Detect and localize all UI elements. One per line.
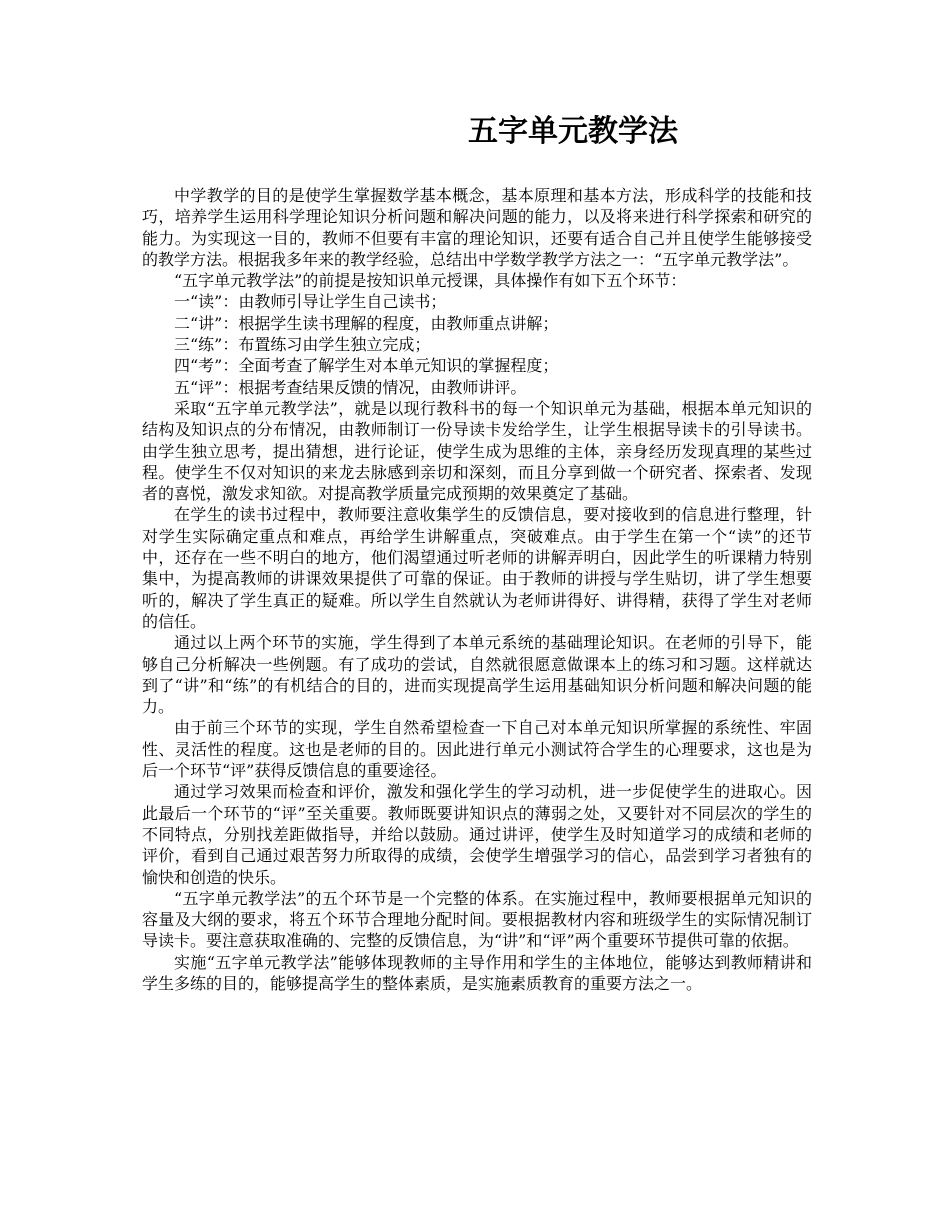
step-explain: 二“讲”：根据学生读书理解的程度，由教师重点讲解；	[174, 313, 559, 333]
paragraph-two-stages: 通过以上两个环节的实施，学生得到了本单元系统的基础理论知识。在老师的引导下，能够自己分析解决一些例题。有了成功的尝试，自然就很愿意做课本上的练习和习题。这样就达到了“讲”和“练”的有机结合的目的，进而实现提高学生运用基础知识分析问题和解决问题的能力。	[142, 633, 812, 717]
document-body	[142, 185, 812, 994]
paragraph-adoption: 采取“五字单元教学法”，就是以现行教科书的每一个知识单元为基础，根据本单元知识的结构及知识点的分布情况，由教师制订一份导读卡发给学生，让学生根据导读卡的引导读书。由学生独立思考，提出猜想，进行论证，使学生成为思维的主体，亲身经历发现真理的某些过程。使学生不仅对知识的来龙去脉感到亲切和深刻，而且分享到做一个研究者、探索者、发现者的喜悦，激发求知欲。对提高教学质量完成预期的效果奠定了基础。	[142, 398, 812, 504]
paragraph-reading-process: 在学生的读书过程中，教师要注意收集学生的反馈信息，要对接收到的信息进行整理，针对学生实际确定重点和难点，再给学生讲解重点，突破难点。由于学生在第一个“读”的还节中，还存在一些不明白的地方，他们渴望通过听老师的讲解弄明白，因此学生的听课精力特别集中，为提高教师的讲课效果提供了可靠的保证。由于教师的讲授与学生贴切，讲了学生想要听的，解决了学生真正的疑难。所以学生自然就认为老师讲得好、讲得精，获得了学生对老师的信任。	[142, 505, 812, 631]
step-read: 一“读”：由教师引导让学生自己读书；	[174, 292, 447, 312]
paragraph-testing: 由于前三个环节的实现，学生自然希望检查一下自己对本单元知识所掌握的系统性、牢固性、灵活性的程度。这也是老师的目的。因此进行单元小测试符合学生的心理要求，这也是为后一个环节“评”获得反馈信息的重要途径。	[142, 718, 812, 781]
paragraph-premise: “五字单元教学法”的前提是按知识单元授课，具体操作有如下五个环节：	[174, 271, 687, 291]
paragraph-evaluation: 通过学习效果而检查和评价，激发和强化学生的学习动机，进一步促使学生的进取心。因此最后一个环节的“评”至关重要。教师既要讲知识点的薄弱之处，又要针对不同层次的学生的不同特点，分别找差距做指导，并给以鼓励。通过讲评，使学生及时知道学习的成绩和老师的评价，看到自己通过艰苦努力所取得的成绩，会使学生增强学习的信心，品尝到学习者独有的愉快和创造的快乐。	[142, 782, 812, 887]
paragraph-conclusion: 实施“五字单元教学法”能够体现教师的主导作用和学生的主体地位，能够达到教师精讲和学生多练的目的，能够提高学生的整体素质，是实施素质教育的重要方法之一。	[142, 952, 812, 993]
step-review: 五“评”：根据考查结果反馈的情况，由教师讲评。	[174, 377, 527, 397]
paragraph-intro: 中学教学的目的是使学生掌握数学基本概念，基本原理和基本方法，形成科学的技能和技巧，培养学生运用科学理论知识分析问题和解决问题的能力，以及将来进行科学探索和研究的能力。为实现这一目的，教师不但要有丰富的理论知识，还要有适合自己并且使学生能够接受的教学方法。根据我多年来的教学经验，总结出中学数学教学方法之一：“五字单元教学法”。	[142, 186, 812, 269]
step-practice: 三“练”：布置练习由学生独立完成；	[174, 335, 431, 355]
step-test: 四“考”：全面考查了解学生对本单元知识的掌握程度；	[174, 356, 559, 376]
paragraph-system: “五字单元教学法”的五个环节是一个完整的体系。在实施过程中，教师要根据单元知识的容量及大纲的要求，将五个环节合理地分配时间。要根据教材内容和班级学生的实际情况制订导读卡。要注意获取准确的、完整的反馈信息，为“讲”和“评”两个重要环节提供可靠的依据。	[142, 888, 812, 951]
document-title: 五字单元教学法	[468, 114, 678, 149]
